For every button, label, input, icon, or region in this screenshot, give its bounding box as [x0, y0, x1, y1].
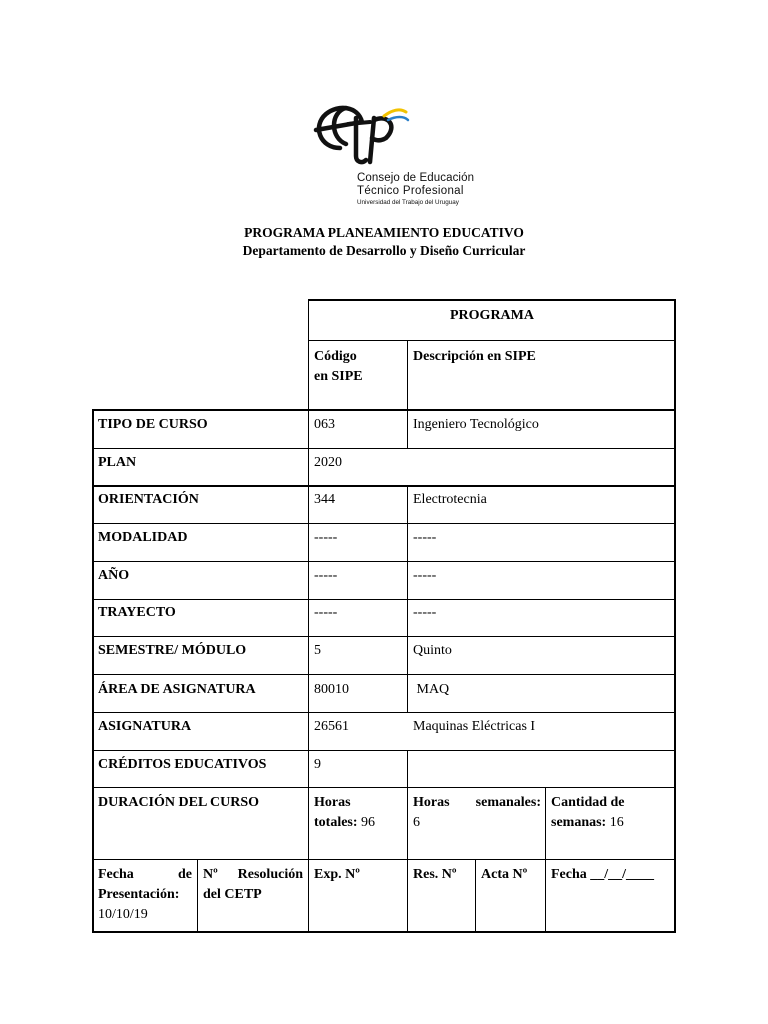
rule	[92, 674, 676, 675]
rule	[475, 859, 476, 933]
row-label-semestre: SEMESTRE/ MÓDULO	[98, 643, 247, 658]
rule	[92, 787, 676, 788]
row-code-orientacion: 344	[314, 492, 335, 507]
fecha-word: Fecha	[98, 867, 134, 882]
row-label-creditos: CRÉDITOS EDUCATIVOS	[98, 757, 267, 772]
row-label-ano: AÑO	[98, 568, 130, 583]
fecha-value: __/__/____	[590, 867, 655, 882]
row-label-orientacion: ORIENTACIÓN	[98, 492, 199, 507]
row-desc-semestre: Quinto	[413, 643, 452, 658]
codigo-header-line-2: en SIPE	[314, 369, 363, 384]
row-label-asignatura: ASIGNATURA	[98, 719, 192, 734]
logo-line-2: Técnico Profesional	[357, 185, 464, 197]
document-subtitle: Departamento de Desarrollo y Diseño Curricular	[242, 243, 526, 258]
horas-totales-label-2: totales:	[314, 815, 358, 830]
row-code-creditos: 9	[314, 757, 321, 772]
cantidad-semanas-label-2: semanas:	[551, 815, 607, 830]
fecha-field	[551, 865, 654, 885]
row-label-modalidad: MODALIDAD	[98, 530, 188, 545]
rule	[545, 787, 546, 933]
rule	[92, 859, 676, 860]
row-desc-tipo-de-curso: Ingeniero Tecnológico	[413, 417, 539, 432]
horas-totales-label-1: Horas	[314, 795, 351, 810]
row-code-ano: -----	[314, 568, 338, 583]
horas-semanales-value: 6	[413, 815, 420, 830]
fecha-presentacion-line-1	[98, 865, 192, 885]
row-label-tipo-de-curso: TIPO DE CURSO	[98, 417, 208, 432]
rule	[308, 299, 309, 933]
presentacion-label: Presentación:	[98, 887, 180, 902]
presentacion-value: 10/10/19	[98, 907, 148, 922]
rule	[92, 448, 676, 449]
logo-line-1: Consejo de Educación	[357, 172, 475, 184]
rule	[92, 931, 676, 933]
row-code-semestre: 5	[314, 643, 321, 658]
rule	[92, 523, 676, 524]
rule	[92, 409, 676, 411]
horas-totales	[314, 793, 375, 833]
horas-semanales-label	[413, 793, 541, 813]
rule	[407, 340, 408, 449]
rule	[92, 561, 676, 562]
descripcion-header: Descripción en SIPE	[413, 349, 536, 364]
horas-semanales	[413, 793, 541, 833]
row-code-modalidad: -----	[314, 530, 338, 545]
cantidad-semanas-value: 16	[609, 815, 624, 830]
rule	[92, 485, 676, 487]
rule	[308, 299, 676, 301]
de-word: de	[178, 867, 192, 882]
programa-label: PROGRAMA	[450, 308, 534, 323]
duracion-label: DURACIÓN DEL CURSO	[98, 795, 260, 810]
resolucion-word: Resolución	[237, 867, 303, 882]
exp-label: Exp. Nº	[314, 867, 360, 882]
row-code-plan: 2020	[314, 455, 342, 470]
row-desc-orientacion: Electrotecnia	[413, 492, 487, 507]
resolucion-line-1	[203, 865, 303, 885]
codigo-header	[314, 347, 363, 387]
resolucion-no: Nº	[203, 867, 218, 882]
rule	[407, 750, 408, 933]
row-code-tipo-de-curso: 063	[314, 417, 335, 432]
logo-line-3: Universidad del Trabajo del Uruguay	[357, 199, 459, 206]
rule	[197, 859, 198, 933]
rule	[92, 636, 676, 637]
row-label-plan: PLAN	[98, 455, 137, 470]
codigo-header-line-1: Código	[314, 349, 357, 364]
rule	[407, 485, 408, 713]
cantidad-semanas-label-1: Cantidad de	[551, 795, 625, 810]
rule	[674, 299, 676, 933]
fecha-presentacion	[98, 865, 192, 925]
row-code-trayecto: -----	[314, 605, 338, 620]
cantidad-semanas	[551, 793, 625, 833]
horas-semanales-label-2: semanales:	[475, 795, 541, 810]
row-desc-area: MAQ	[413, 682, 450, 697]
resolucion-cetp	[203, 865, 303, 905]
horas-totales-value: 96	[361, 815, 376, 830]
row-desc-asignatura: Maquinas Eléctricas I	[413, 719, 536, 734]
rule	[92, 599, 676, 600]
rule	[92, 712, 676, 713]
row-label-area: ÁREA DE ASIGNATURA	[98, 682, 256, 697]
row-code-area: 80010	[314, 682, 349, 697]
row-label-trayecto: TRAYECTO	[98, 605, 176, 620]
resolucion-line-2: del CETP	[203, 887, 262, 902]
rule	[92, 409, 94, 933]
row-code-asignatura: 26561	[314, 719, 349, 734]
rule	[92, 750, 676, 751]
rule	[308, 340, 676, 341]
fecha-label: Fecha	[551, 867, 587, 882]
acta-label: Acta Nº	[481, 867, 528, 882]
row-desc-trayecto: -----	[413, 605, 437, 620]
res-label: Res. Nº	[413, 867, 457, 882]
horas-semanales-label-1: Horas	[413, 795, 450, 810]
row-desc-ano: -----	[413, 568, 437, 583]
document-title: PROGRAMA PLANEAMIENTO EDUCATIVO	[244, 225, 524, 240]
row-desc-modalidad: -----	[413, 530, 437, 545]
